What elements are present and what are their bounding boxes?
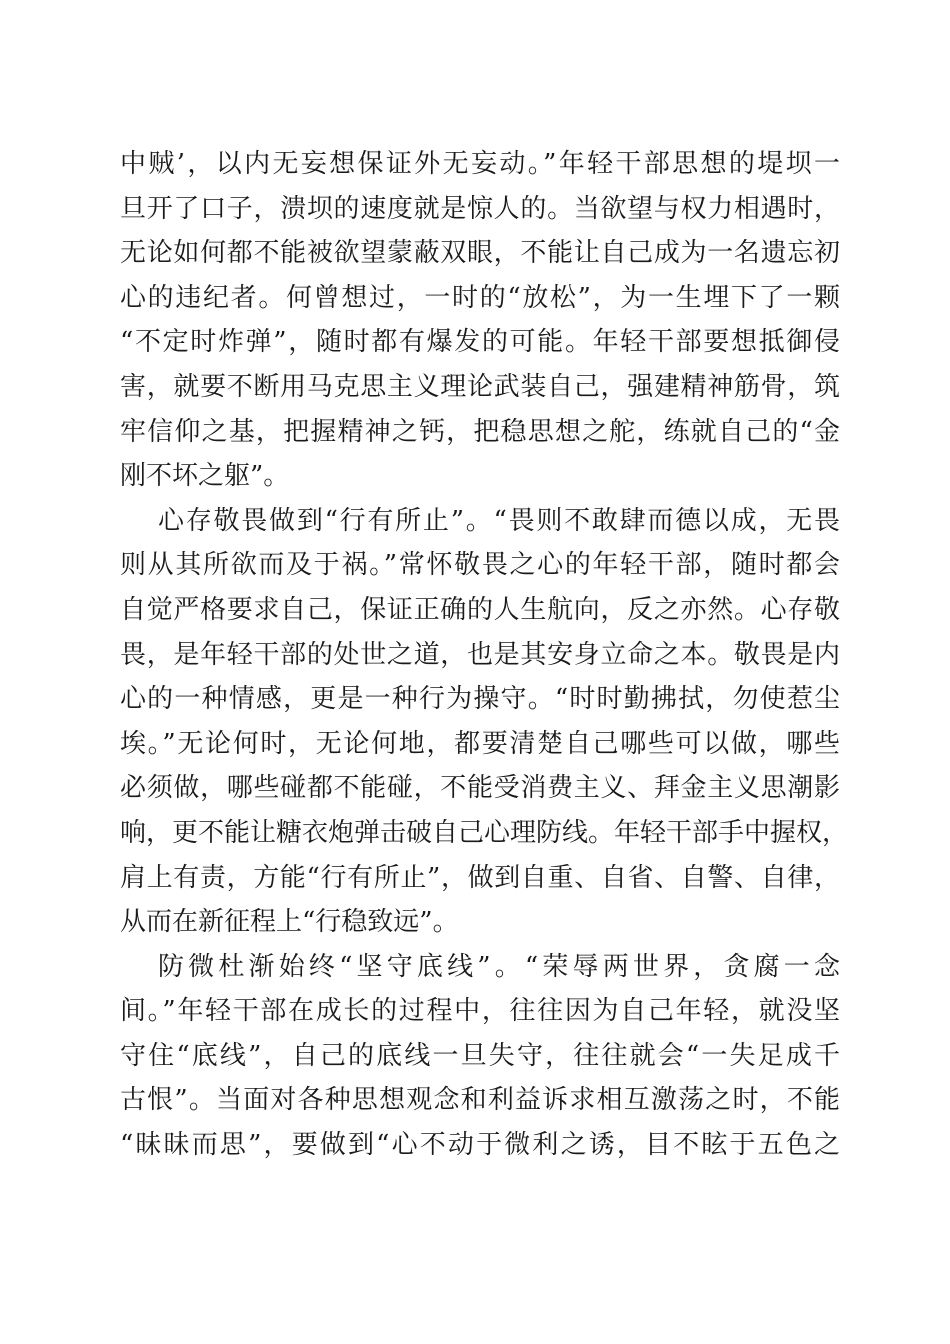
paragraph-heading-line: 心存敬畏做到“行有所止”。“畏则不敢肆而德以成，无畏 [158, 505, 840, 536]
text-line: “不定时炸弹”，随时都有爆发的可能。年轻干部要想抵御侵 [120, 327, 840, 358]
text-line: 牢信仰之基，把握精神之钙，把稳思想之舵，练就自己的“金 [120, 416, 840, 447]
text-line: 则从其所欲而及于祸。”常怀敬畏之心的年轻干部，随时都会 [120, 550, 840, 581]
text-line: 无论如何都不能被欲望蒙蔽双眼，不能让自己成为一名遗忘初 [120, 238, 840, 269]
text-line: 间。”年轻干部在成长的过程中，往往因为自己年轻，就没坚 [120, 996, 840, 1027]
text-line: 旦开了口子，溃坝的速度就是惊人的。当欲望与权力相遇时， [120, 193, 840, 224]
text-line: “昧昧而思”，要做到“心不动于微利之诱，目不眩于五色之 [120, 1130, 840, 1161]
text-line: 畏，是年轻干部的处世之道，也是其安身立命之本。敬畏是内 [120, 639, 840, 670]
body-text [120, 142, 849, 1168]
text-line: 自觉严格要求自己，保证正确的人生航向，反之亦然。心存敬 [120, 594, 840, 625]
text-line: 埃。”无论何时，无论何地，都要清楚自己哪些可以做，哪些 [120, 728, 840, 759]
text-line: 从而在新征程上“行稳致远”。 [120, 907, 459, 938]
text-line: 守住“底线”，自己的底线一旦失守，往往就会“一失足成千 [120, 1040, 840, 1071]
text-line: 古恨”。当面对各种思想观念和利益诉求相互激荡之时，不能 [120, 1085, 840, 1116]
text-line: 响，更不能让糖衣炮弹击破自己心理防线。年轻干部手中握权， [120, 817, 849, 848]
paragraph-heading-line: 防微杜渐始终“坚守底线”。“荣辱两世界，贪腐一念 [158, 951, 840, 982]
text-line: 心的违纪者。何曾想过，一时的“放松”，为一生埋下了一颗 [120, 282, 840, 313]
text-line: 中贼’，以内无妄想保证外无妄动。”年轻干部思想的堤坝一 [120, 149, 840, 179]
text-line: 肩上有责，方能“行有所止”，做到自重、自省、自警、自律， [120, 862, 840, 893]
text-line: 刚不坏之躯”。 [120, 461, 290, 492]
text-line: 必须做，哪些碰都不能碰，不能受消费主义、拜金主义思潮影 [120, 773, 840, 804]
text-line: 害，就要不断用马克思主义理论武装自己，强建精神筋骨，筑 [120, 371, 840, 402]
text-line: 心的一种情感，更是一种行为操守。“时时勤拂拭，勿使惹尘 [120, 684, 840, 715]
